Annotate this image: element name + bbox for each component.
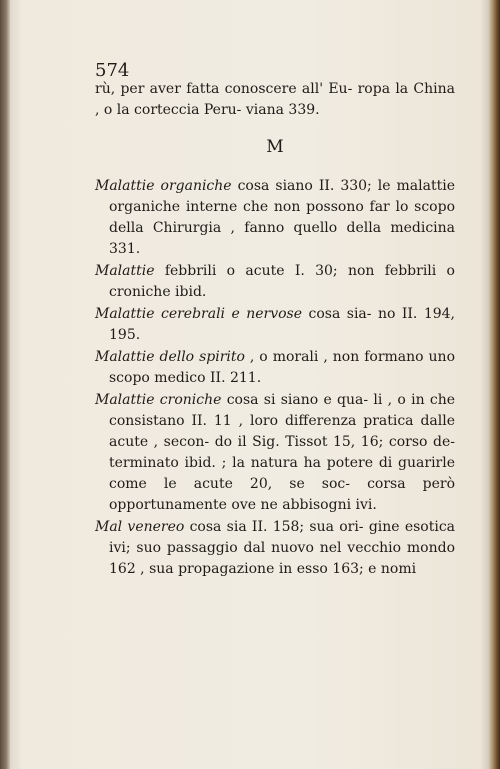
text-line: ropa la China , o la corteccia Peru- <box>95 81 456 118</box>
entry-text: cosa si siano e qua- <box>226 392 369 408</box>
entry-headword: Malattie organiche <box>95 178 232 194</box>
section-letter: M <box>266 137 284 157</box>
entry-text: terminato ibid. ; la natura ha potere <box>109 455 374 471</box>
entry-text: fanno quello della medicina 331. <box>109 220 456 257</box>
entry-text: le malattie organiche interne che non <box>109 178 455 215</box>
entry-text: gine esotica ivi; suo passaggio dal <box>109 519 456 556</box>
text-line: rù, per aver fatta conoscere all' Eu- <box>95 81 353 97</box>
entry-headword: Malattie dello spirito <box>95 349 245 365</box>
entry-text: differenza pratica dalle acute , secon- <box>109 413 455 450</box>
entry-text: cosa sia- <box>308 306 372 322</box>
entry-text: formano uno scopo medico II. 211. <box>109 349 455 386</box>
entry-text: li , o in che consistano II. 11 , loro <box>109 392 456 429</box>
entry-text: febbrili o croniche ibid. <box>109 263 455 300</box>
entry-headword: Malattie cerebrali e nervose <box>95 306 303 322</box>
index-entry <box>95 261 455 303</box>
entry-text: corsa però opportunamente ove ne <box>109 476 455 513</box>
index-entry <box>95 390 455 516</box>
entry-text: di guarirle come le acute 20, se soc- <box>109 455 455 492</box>
index-entry <box>95 347 455 389</box>
binding-edge <box>0 0 10 769</box>
entry-text: febbrili o acute I. 30; non <box>164 263 375 279</box>
entry-text: , o morali , non <box>249 349 360 365</box>
index-entry <box>95 176 455 260</box>
page-number: 574 <box>95 60 130 81</box>
text-line: viana 339. <box>245 102 320 118</box>
index-entry <box>95 304 455 346</box>
page-edge <box>488 0 500 769</box>
entry-text: cosa siano II. 330; <box>237 178 372 194</box>
entry-text: cosa sia II. 158; sua ori- <box>189 519 364 535</box>
entry-text: abbisogni ivi. <box>282 497 377 513</box>
index-entry <box>95 517 455 580</box>
entry-text: no II. 194, 195. <box>109 306 456 343</box>
text-block <box>95 60 455 581</box>
entry-text: possono far lo scopo della Chirurgia , <box>109 199 456 236</box>
entry-text: do il Sig. Tissot 15, 16; corso de- <box>214 434 455 450</box>
entry-text: nuovo nel vecchio mondo 162 , sua <box>109 540 456 577</box>
entry-text: propagazione in esso 163; e nomi <box>178 561 417 577</box>
continuation-paragraph <box>95 79 455 121</box>
entry-headword: Mal venereo <box>95 519 185 535</box>
entry-headword: Malattie croniche <box>95 392 222 408</box>
entry-headword: Malattie <box>95 263 155 279</box>
